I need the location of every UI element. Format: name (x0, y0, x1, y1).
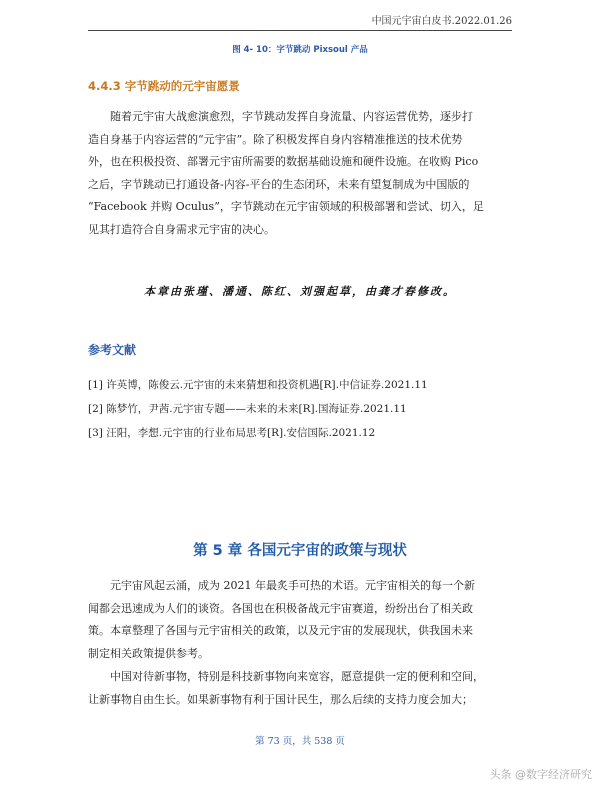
authors-note: 本章由张瑾、潘通、陈红、刘强起草，由龚才春修改。 (144, 285, 456, 298)
paragraph-line: 中国对待新事物，特别是科技新事物向来宽容，愿意提供一定的便利和空间， (110, 670, 484, 683)
paragraph-line: 闻都会迅速成为人们的谈资。各国也在积极备战元宇宙赛道，纷纷出台了相关政 (88, 601, 473, 615)
watermark: 头条 @数字经济研究 (489, 768, 592, 781)
chapter-paragraph (88, 575, 513, 665)
paragraph-line: 外，也在积极投资、部署元宇宙所需要的数据基础设施和硬件设施。在收购 Pico (88, 155, 479, 168)
chapter-paragraph (88, 666, 513, 711)
running-header: 中国元宇宙白皮书.2022.01.26 (371, 16, 512, 27)
references-heading: 参考文献 (88, 343, 137, 357)
header-divider (88, 30, 512, 31)
paragraph-line: 让新事物自由生长。如果新事物有利于国计民生，那么后续的支持力度会加大； (88, 692, 473, 706)
paragraph-line: 制定相关政策提供参考。 (88, 646, 209, 660)
paragraph-line: 见其打造符合自身需求元宇宙的决心。 (88, 222, 275, 236)
paragraph-line: 元宇宙风起云涌，成为 2021 年最炙手可热的术语。元宇宙相关的每一个新 (110, 579, 475, 592)
reference-item: [3] 汪阳，李想.元宇宙的行业布局思考[R].安信国际.2021.12 (88, 427, 376, 439)
section-paragraph (88, 106, 513, 241)
paragraph-line: “Facebook 并购 Oculus”，字节跳动在元宇宙领域的积极部署和尝试、切入，足 (88, 200, 484, 213)
figure-caption: 图 4- 10：字节跳动 Pixsoul 产品 (232, 45, 368, 55)
paragraph-line: 策。本章整理了各国与元宇宙相关的政策，以及元宇宙的发展现状，供我国未来 (88, 624, 473, 637)
section-heading: 4.4.3 字节跳动的元宇宙愿景 (88, 79, 240, 93)
paragraph-line: 造自身基于内容运营的“元宇宙”。除了积极发挥自身内容精准推送的技术优势 (88, 132, 463, 146)
reference-item: [2] 陈梦竹，尹茜.元宇宙专题——未来的未来[R].国海证券.2021.11 (88, 403, 407, 415)
page-number: 第 73 页，共 538 页 (255, 736, 345, 747)
paragraph-line: 之后，字节跳动已打通设备-内容-平台的生态闭环，未来有望复制成为中国版的 (88, 177, 470, 191)
paragraph-line: 随着元宇宙大战愈演愈烈，字节跳动发挥自身流量、内容运营优势，逐步打 (110, 110, 473, 123)
reference-item: [1] 许英博，陈俊云.元宇宙的未来猜想和投资机遇[R].中信证券.2021.11 (88, 379, 428, 391)
chapter-title: 第 5 章 各国元宇宙的政策与现状 (193, 543, 407, 559)
